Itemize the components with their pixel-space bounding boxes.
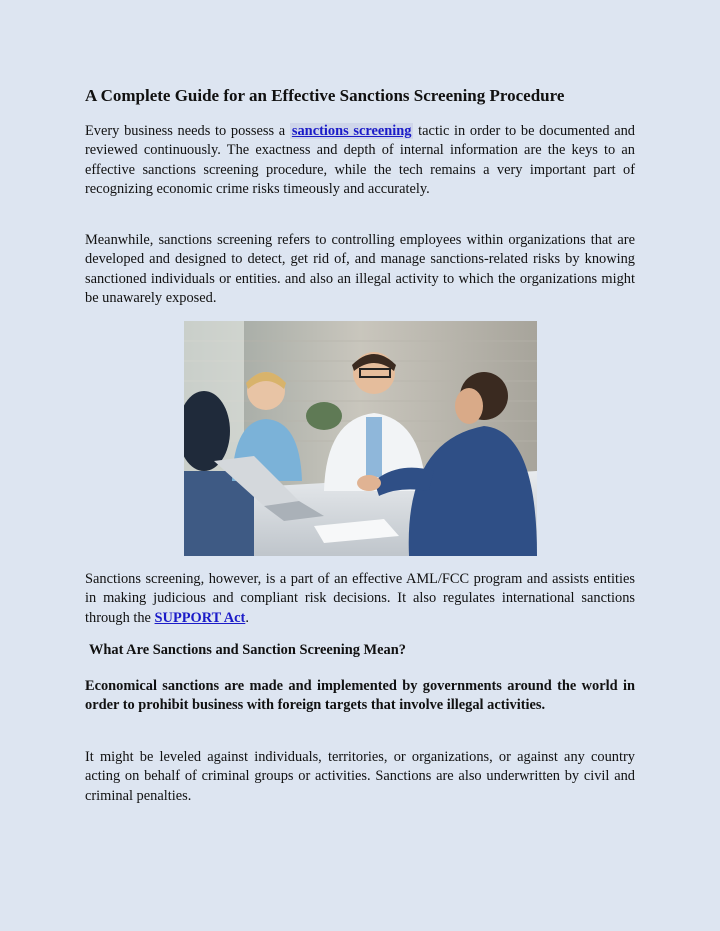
closing-paragraph bbox=[85, 748, 635, 806]
bold-paragraph bbox=[85, 677, 635, 716]
aml-text-start: Sanctions screening, however, is a part of an effective AML/FCC program and assists entities in making judicious and compliant risk decisions. It also regulates international sanctions through the bbox=[85, 571, 635, 626]
article-title: A Complete Guide for an Effective Sanctions Screening Procedure bbox=[85, 86, 565, 105]
aml-paragraph bbox=[85, 570, 635, 628]
closing-text: It might be leveled against individuals, territories, or organizations, or against any country acting on behalf of criminal groups or activities. Sanctions are also underwritten by civil and criminal penalties. bbox=[85, 749, 635, 804]
definition-text: Meanwhile, sanctions screening refers to controlling employees within organizations that are developed and designed to detect, get rid of, and manage sanctions-related risks by knowing sanctioned individuals or entities. and also an illegal activity to which the organizations might be unawarely exposed. bbox=[85, 232, 635, 306]
intro-text-end: tactic in order to be documented and reviewed continuously. The exactness and depth of internal information are the keys to an effective sanctions screening procedure, while the tech remains a very important part of recognizing economic crime risks timeously and accurately. bbox=[85, 123, 635, 197]
definition-paragraph bbox=[85, 231, 635, 308]
meeting-photo bbox=[184, 321, 537, 556]
section-subheading: What Are Sanctions and Sanction Screening Mean? bbox=[89, 642, 406, 658]
intro-text-start: Every business needs to possess a bbox=[85, 123, 290, 139]
bold-text: Economical sanctions are made and implemented by governments around the world in order to prohibit business with foreign targets that involve illegal activities. bbox=[85, 678, 635, 714]
sanctions-screening-link[interactable]: sanctions screening bbox=[291, 123, 412, 139]
aml-text-end: . bbox=[245, 609, 249, 626]
support-act-link[interactable]: SUPPORT Act bbox=[154, 609, 246, 626]
intro-paragraph bbox=[85, 122, 635, 199]
